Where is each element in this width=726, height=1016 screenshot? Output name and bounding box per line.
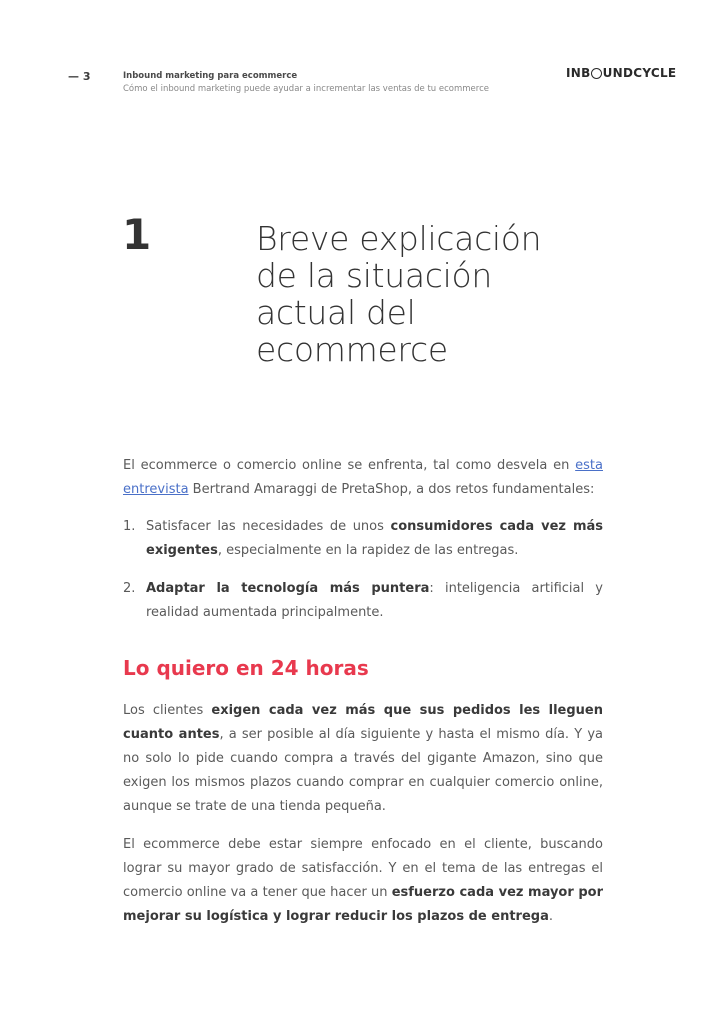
paragraph-text: Los clientes: [123, 703, 212, 718]
section-paragraph-1: [123, 699, 603, 819]
interview-link[interactable]: esta entrevista: [123, 458, 603, 497]
list-item-number: 2.: [123, 581, 136, 596]
list-item-text: Satisfacer las necesidades de unos: [146, 519, 391, 534]
paragraph-text: El ecommerce debe estar siempre enfocado en el cliente, buscando lograr su mayor grado de satisfacción. Y en el tema de las entregas el comercio online va a tener que hacer un: [123, 837, 603, 900]
paragraph-bold: esfuerzo cada vez mayor por mejorar su logística y lograr reducir los plazos de entrega: [123, 885, 604, 924]
document-subtitle: Cómo el inbound marketing puede ayudar a incrementar las ventas de tu ecommerce: [123, 84, 489, 94]
list-item-text-end: : inteligencia artificial y realidad aumentada principalmente.: [146, 581, 603, 620]
section-paragraph-2: [123, 833, 603, 929]
intro-text-after: Bertrand Amaraggi de PretaShop, a dos retos fundamentales:: [188, 482, 595, 497]
list-item-bold: consumidores cada vez más exigentes: [146, 519, 604, 558]
intro-paragraph: [123, 454, 603, 502]
logo-circle-icon: [591, 68, 602, 79]
paragraph-text-end: .: [548, 909, 553, 924]
chapter-number: 1: [122, 210, 152, 259]
page-number: — 3: [68, 70, 91, 83]
list-item-bold: Adaptar la tecnología más puntera: [146, 581, 430, 596]
section-heading: Lo quiero en 24 horas: [123, 656, 369, 680]
inboundcycle-logo: [566, 66, 676, 80]
intro-text-before: El ecommerce o comercio online se enfrenta, tal como desvela en: [123, 458, 576, 473]
list-item: [123, 577, 603, 625]
list-item-number: 1.: [123, 519, 136, 534]
logo-text-left: INB: [566, 66, 591, 80]
challenges-list: [123, 515, 603, 625]
paragraph-bold: exigen cada vez más que sus pedidos les lleguen cuanto antes: [123, 703, 603, 742]
chapter-title: Breve explicación de la situación actual del ecommerce: [256, 219, 542, 369]
logo-text-right: UNDCYCLE: [602, 66, 677, 80]
list-item-text-end: , especialmente en la rapidez de las entregas.: [217, 543, 519, 558]
paragraph-text-end: , a ser posible al día siguiente y hasta el mismo día. Y ya no solo lo pide cuando compra a través del gigante Amazon, sino que exigen los mismos plazos cuando comprar en cualquier comercio online, aunque se trate de una tienda pequeña.: [123, 727, 603, 814]
list-item: [123, 515, 603, 563]
document-title: Inbound marketing para ecommerce: [123, 71, 298, 81]
